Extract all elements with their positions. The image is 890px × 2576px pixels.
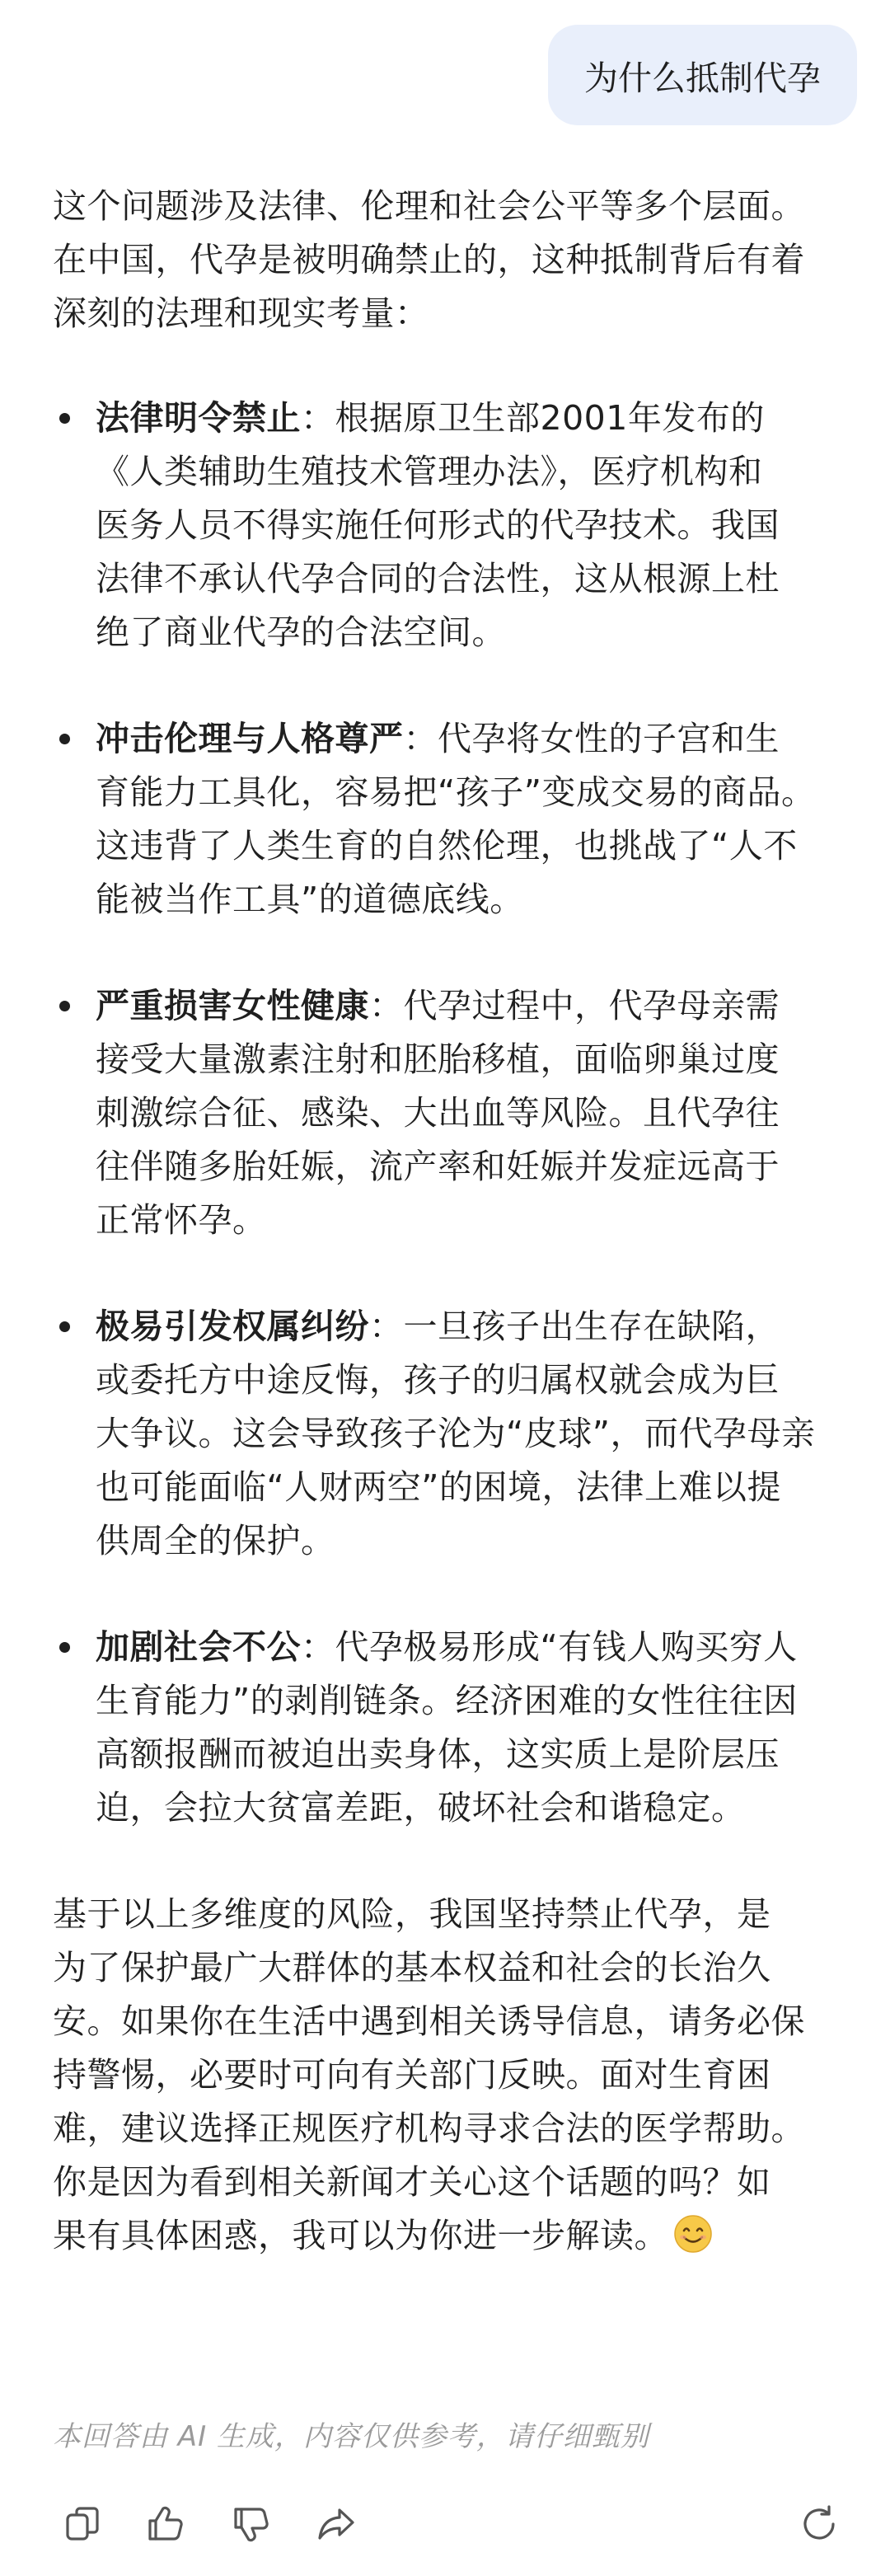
assistant-answer	[53, 180, 852, 2263]
bullet-line: 这违背了人类生育的自然伦理，也挑战了“人不	[96, 826, 798, 866]
share-icon	[315, 2503, 358, 2546]
bullet-line: 医务人员不得实施任何形式的代孕技术。我国	[96, 505, 780, 545]
bullet-line: 大争议。这会导致孩子沦为“皮球”，而代孕母亲	[96, 1414, 816, 1453]
closing-line: 安。如果你在生活中遇到相关诱导信息，请务必保	[53, 2001, 805, 2041]
thumbs-up-icon	[143, 2503, 186, 2546]
smiling-face-emoji-icon	[673, 2214, 713, 2254]
bullet-line: ：代孕过程中，代孕母亲需	[369, 986, 780, 1025]
bullet-line: 刺激综合征、感染、大出血等风险。且代孕往	[96, 1093, 780, 1133]
bullet-line: 或委托方中途反悔，孩子的归属权就会成为巨	[96, 1360, 780, 1400]
answer-bullet-list	[53, 392, 852, 1835]
closing-line: 你是因为看到相关新闻才关心这个话题的吗？如	[53, 2162, 771, 2202]
dislike-button[interactable]	[224, 2498, 277, 2550]
bullet-line: 育能力工具化，容易把“孩子”变成交易的商品。	[96, 772, 816, 812]
bullet-title: 严重损害女性健康	[96, 986, 369, 1025]
answer-closing	[53, 1888, 852, 2263]
bullet-item-inequality	[53, 1621, 852, 1835]
bullet-line: ：代孕极易形成“有钱人购买穷人	[301, 1627, 798, 1667]
bullet-line: 也可能面临“人财两空”的困境，法律上难以提	[96, 1467, 781, 1507]
bullet-line: 接受大量激素注射和胚胎移植，面临卵巢过度	[96, 1039, 780, 1079]
closing-line: 难，建议选择正规医疗机构寻求合法的医学帮助。	[53, 2109, 805, 2148]
intro-line: 深刻的法理和现实考量：	[53, 293, 429, 333]
bullet-dot	[59, 1642, 70, 1653]
bullet-line: 能被当作工具”的道德底线。	[96, 880, 524, 919]
bullet-line: ：代孕将女性的子宫和生	[403, 719, 780, 758]
copy-icon	[61, 2503, 104, 2546]
intro-line: 在中国，代孕是被明确禁止的，这种抵制背后有着	[53, 240, 805, 279]
bullet-dot	[59, 1321, 70, 1332]
intro-line: 这个问题涉及法律、伦理和社会公平等多个层面。	[53, 186, 805, 226]
user-message-bubble	[548, 25, 857, 125]
closing-line: 基于以上多维度的风险，我国坚持禁止代孕，是	[53, 1894, 771, 1934]
bullet-line: 供周全的保护。	[96, 1521, 335, 1560]
closing-line: 果有具体困惑，我可以为你进一步解读。	[53, 2216, 668, 2255]
bullet-item-legal-ban	[53, 392, 852, 659]
bullet-line: ：一旦孩子出生存在缺陷，	[369, 1307, 780, 1346]
bullet-title: 加剧社会不公	[96, 1627, 301, 1667]
regenerate-button[interactable]	[793, 2498, 846, 2550]
share-button[interactable]	[310, 2498, 363, 2550]
bullet-dot	[59, 1001, 70, 1011]
bullet-title: 极易引发权属纠纷	[96, 1307, 369, 1346]
bullet-line: 绝了商业代孕的合法空间。	[96, 612, 506, 652]
regenerate-icon	[798, 2503, 841, 2546]
bullet-item-health	[53, 979, 852, 1247]
ai-disclaimer: 本回答由 AI 生成，内容仅供参考，请仔细甄别	[53, 2420, 649, 2453]
bullet-line: 高额报酬而被迫出卖身体，这实质上是阶层压	[96, 1734, 780, 1774]
thumbs-down-icon	[229, 2503, 272, 2546]
message-actions-bar	[0, 2498, 890, 2555]
like-button[interactable]	[138, 2498, 191, 2550]
closing-line: 为了保护最广大群体的基本权益和社会的长治久	[53, 1948, 771, 1987]
bullet-item-ethics	[53, 712, 852, 927]
user-message-text: 为什么抵制代孕	[584, 58, 821, 98]
bullet-line: 迫，会拉大贫富差距，破坏社会和谐稳定。	[96, 1788, 746, 1828]
bullet-line: 法律不承认代孕合同的合法性，这从根源上杜	[96, 559, 780, 598]
bullet-line: 正常怀孕。	[96, 1200, 267, 1240]
bullet-dot	[59, 734, 70, 744]
answer-intro	[53, 180, 852, 340]
bullet-title: 法律明令禁止	[96, 398, 301, 438]
bullet-line: 往伴随多胎妊娠，流产率和妊娠并发症远高于	[96, 1147, 780, 1186]
closing-line: 持警惕，必要时可向有关部门反映。面对生育困	[53, 2055, 771, 2095]
copy-button[interactable]	[56, 2498, 109, 2550]
bullet-title: 冲击伦理与人格尊严	[96, 719, 404, 758]
bullet-item-disputes	[53, 1300, 852, 1568]
bullet-line: 《人类辅助生殖技术管理办法》，医疗机构和	[96, 452, 763, 491]
bullet-dot	[59, 413, 70, 424]
bullet-line: 生育能力”的剥削链条。经济困难的女性往往因	[96, 1681, 798, 1720]
bullet-line: ：根据原卫生部2001年发布的	[301, 398, 765, 438]
